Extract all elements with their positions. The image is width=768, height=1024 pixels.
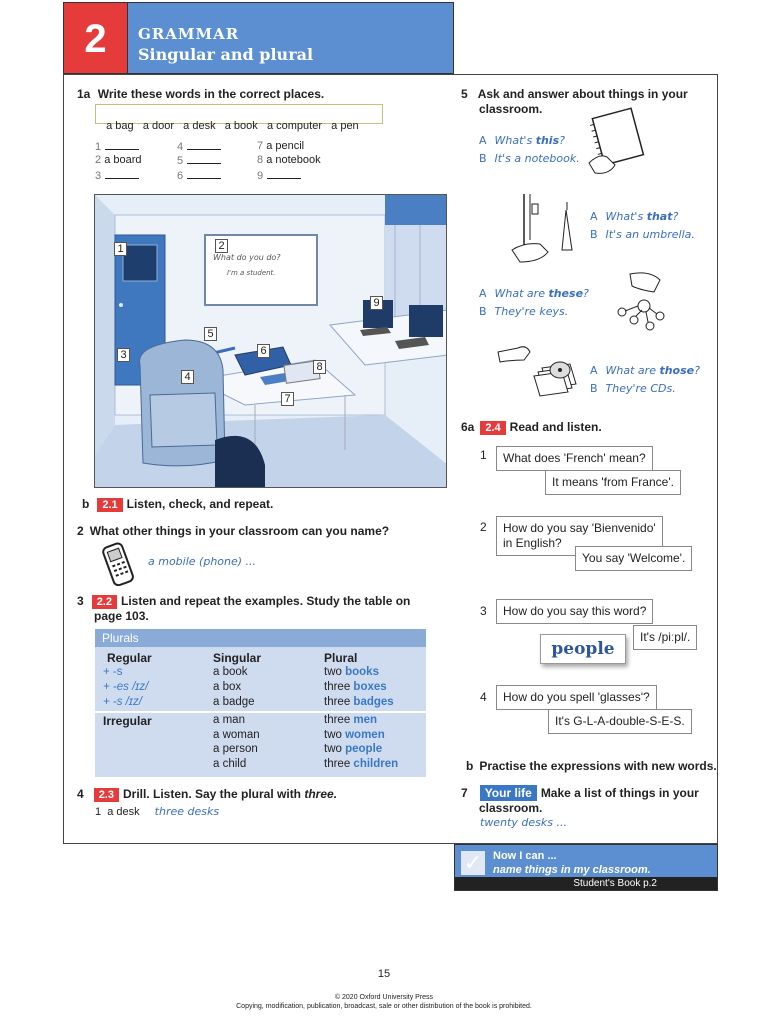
copyright: © 2020 Oxford University Press [334, 994, 434, 1001]
ex5-instruction-1: Ask and answer about things in your [477, 87, 688, 101]
ex6a-instruction: Read and listen. [509, 420, 602, 434]
cds-pointing-icon [496, 338, 586, 402]
dialogue-4-b [590, 380, 700, 398]
irregular-row-4-singular: a child [213, 757, 247, 770]
word-card-text: people [551, 639, 615, 659]
section-label: GRAMMAR [138, 25, 240, 43]
irregular-row-4-plural [324, 758, 398, 770]
pic-label-8: 8 [313, 360, 326, 374]
rule: + -s [103, 666, 123, 678]
ex6a-number: 6a [461, 420, 475, 434]
irregular-row-2-plural [324, 729, 385, 741]
ex1b-instruction: Listen, check, and repeat. [126, 497, 274, 511]
ex7-number: 7 [461, 786, 468, 800]
speaker-b: B [590, 382, 598, 395]
now-i-can-text: name things in my classroom. [493, 864, 651, 876]
conv-4-question [496, 685, 657, 710]
answer-item-6[interactable] [177, 169, 221, 182]
speaker-a: A [479, 134, 487, 147]
irregular-row-1-plural [324, 714, 377, 726]
a-word: these [548, 287, 584, 300]
dialogue-3-b [479, 303, 589, 321]
dialogue-1-b [479, 150, 580, 168]
b-text: They're CDs. [605, 382, 676, 395]
conv-3-question [496, 599, 653, 624]
plural-pre: two [324, 666, 342, 678]
your-life-badge: Your life [480, 785, 537, 801]
answer-num: 5 [177, 155, 184, 167]
ex7-instruction-1: Make a list of things in your [540, 786, 699, 800]
ex7-instruction-2: classroom. [479, 801, 543, 815]
plurals-table-title: Plurals [95, 629, 426, 647]
dialogue-2-a [590, 208, 695, 226]
answer-text: a pencil [266, 140, 305, 152]
irregular-row-3-singular: a person [213, 743, 258, 755]
answer-item-3[interactable] [95, 169, 139, 182]
conv-1-number: 1 [480, 448, 487, 462]
ex4-number: 4 [77, 787, 84, 801]
ex6b-instruction: Practise the expressions with new words. [479, 759, 717, 773]
answer-num: 8 [257, 154, 264, 166]
conv-3-answer [633, 625, 697, 650]
plural-pre: three [324, 757, 351, 770]
a-post: ? [672, 210, 679, 223]
ex1b-heading [82, 497, 273, 512]
word-box [95, 104, 383, 132]
plural-pre: three [324, 681, 351, 693]
word-card-people [540, 634, 626, 664]
pic-label-9: 9 [370, 296, 383, 310]
answer-item-4[interactable] [177, 140, 221, 153]
conv-2-question-line-1: How do you say 'Bienvenido' [503, 521, 656, 535]
plural-word: men [353, 714, 378, 726]
a-pre: What's [605, 210, 644, 223]
unit-number-block [63, 2, 128, 74]
plural-word: children [353, 757, 399, 770]
conv-3-answer-text: It's /piːpl/. [640, 630, 691, 644]
now-i-can-ref: Student's Book p.2 [573, 878, 657, 889]
answer-num: 6 [177, 170, 184, 182]
regular-row-3 [103, 696, 142, 708]
regular-row-2-singular: a box [213, 681, 242, 693]
irregular-label: Irregular [103, 714, 152, 728]
audio-badge-2-2[interactable]: 2.2 [92, 595, 117, 609]
conv-1-question-text: What does 'French' mean? [503, 451, 646, 465]
answer-text: a board [104, 154, 142, 166]
conv-4-answer [548, 709, 692, 734]
check-icon: ✓ [461, 851, 485, 875]
answer-num: 7 [257, 140, 264, 152]
notebook-hand-icon [585, 105, 649, 177]
classroom-drawing [95, 195, 447, 488]
answer-num: 1 [95, 141, 102, 153]
ex2-number: 2 [77, 524, 84, 538]
conv-2-question-line-2: in English? [503, 536, 562, 550]
answer-text: a notebook [266, 154, 321, 166]
dialogue-3-a [479, 285, 589, 303]
regular-row-1 [103, 666, 123, 678]
dialogue-2 [590, 208, 695, 244]
ex6b-number: b [466, 759, 474, 773]
pic-label-5: 5 [204, 327, 217, 341]
conv-3-question-text: How do you say this word? [503, 604, 647, 618]
ex2-example: a mobile (phone) ... [148, 555, 257, 568]
speaker-b: B [479, 152, 487, 165]
audio-badge-2-4[interactable]: 2.4 [480, 421, 505, 435]
unit-number: 2 [84, 17, 107, 61]
conv-1-question [496, 446, 653, 471]
pic-label-2: 2 [215, 239, 228, 253]
ex4-item-answer: three desks [154, 805, 220, 818]
conv-4-question-text: How do you spell 'glasses'? [503, 690, 650, 704]
ex4-item [95, 805, 219, 818]
ex3-number: 3 [77, 594, 84, 608]
ex7-heading [461, 785, 716, 816]
plural-word: people [345, 743, 383, 755]
ex1a-instruction: Write these words in the correct places. [97, 87, 325, 101]
conv-4-answer-text: It's G-L-A-double-S-E-S. [555, 714, 685, 728]
ex6b-heading [466, 759, 717, 773]
now-i-can-ref-bar [455, 877, 717, 890]
ex4-item-num: 1 [95, 806, 102, 818]
regular-row-1-singular: a book [213, 666, 248, 678]
answer-item-9[interactable] [257, 169, 301, 182]
ex2-heading [77, 524, 389, 538]
conv-2-answer-text: You say 'Welcome'. [582, 551, 686, 565]
ex1b-number: b [82, 497, 90, 511]
pic-label-3: 3 [117, 348, 130, 362]
plural-word: badges [353, 696, 394, 708]
regular-row-1-plural [324, 666, 379, 678]
header-title-block [128, 2, 454, 74]
plural-word: books [345, 666, 379, 678]
page-title: Singular and plural [138, 45, 314, 64]
dialogue-2-b [590, 226, 695, 244]
ex5-instruction-2: classroom. [479, 102, 543, 116]
irregular-row-3-plural [324, 743, 382, 755]
answer-num: 3 [95, 170, 102, 182]
dialogue-4 [590, 362, 700, 398]
regular-row-3-plural [324, 696, 394, 708]
mobile-phone-icon [96, 542, 142, 586]
dialogue-3 [479, 285, 589, 321]
rule: + -es /ɪz/ [103, 681, 149, 693]
a-word: this [535, 134, 560, 147]
conv-1-answer-text: It means 'from France'. [552, 475, 674, 489]
ex4-item-text: a desk [107, 806, 140, 818]
now-i-can-title: Now I can ... [493, 850, 557, 862]
ex3-heading [77, 594, 417, 624]
answer-item-7[interactable] [257, 140, 304, 152]
conv-2-number: 2 [480, 520, 487, 534]
a-post: ? [583, 287, 589, 300]
keys-hand-icon [610, 270, 680, 340]
a-post: ? [694, 364, 700, 377]
answer-num: 2 [95, 154, 102, 166]
now-i-can-box [454, 844, 718, 891]
a-word: those [659, 364, 695, 377]
ex4-instruction: Drill. Listen. Say the plural with [122, 787, 302, 801]
rule: + -s /ɪz/ [103, 696, 142, 708]
classroom-illustration [94, 194, 447, 488]
answer-item-2[interactable] [95, 154, 142, 166]
speaker-a: A [479, 287, 487, 300]
answer-item-8[interactable] [257, 154, 321, 166]
b-text: It's an umbrella. [605, 228, 695, 241]
regular-row-2 [103, 681, 148, 693]
conv-2-answer [575, 546, 692, 571]
pic-label-7: 7 [281, 392, 294, 406]
board-line-2: I'm a student. [227, 269, 276, 277]
ex2-instruction: What other things in your classroom can you name? [89, 524, 390, 538]
pic-label-4: 4 [181, 370, 194, 384]
dialogue-1 [479, 132, 580, 168]
conv-4-number: 4 [480, 690, 487, 704]
ex1a-answers [95, 140, 415, 188]
a-pre: What are [494, 287, 545, 300]
ex1a-number: 1a [77, 87, 91, 101]
regular-row-2-plural [324, 681, 387, 693]
col-header-regular: Regular [107, 651, 152, 665]
answer-item-1[interactable] [95, 140, 139, 153]
pic-label-1: 1 [114, 242, 127, 256]
col-header-plural: Plural [324, 651, 358, 665]
answer-num: 4 [177, 141, 184, 153]
a-word: that [646, 210, 673, 223]
board-line-1: What do you do? [213, 253, 281, 262]
speaker-a: A [590, 364, 598, 377]
answer-num: 9 [257, 170, 264, 182]
plural-word: women [345, 728, 385, 741]
regular-row-3-singular: a badge [213, 696, 255, 708]
ex3-instruction-1: Listen and repeat the examples. Study the table on [120, 594, 411, 608]
conv-1-answer [545, 470, 681, 495]
a-post: ? [559, 134, 565, 147]
b-text: It's a notebook. [494, 152, 580, 165]
table-divider [95, 711, 426, 713]
speaker-b: B [479, 305, 487, 318]
word-box-text: a bag a door a desk a book a computer a pen [106, 120, 359, 132]
speaker-a: A [590, 210, 598, 223]
plurals-table [95, 629, 426, 777]
ex3-instruction-2: page 103. [94, 609, 149, 623]
ex5-number: 5 [461, 87, 468, 101]
audio-badge-2-1[interactable]: 2.1 [97, 498, 122, 512]
copyright-notice: Copying, modification, publication, broadcast, sale or other distribution of the book is prohibited. [236, 1003, 532, 1010]
ex4-instruction-em: three. [304, 787, 338, 801]
plural-pre: two [324, 743, 342, 755]
answer-item-5[interactable] [177, 154, 221, 167]
a-pre: What's [494, 134, 533, 147]
col-header-singular: Singular [213, 651, 262, 665]
audio-badge-2-3[interactable]: 2.3 [94, 788, 119, 802]
ex7-example: twenty desks ... [480, 816, 567, 829]
page-number: 15 [377, 968, 391, 980]
plural-pre: three [324, 696, 351, 708]
plural-pre: three [324, 714, 351, 726]
ex6a-heading [461, 420, 602, 435]
umbrella-door-icon [510, 192, 584, 268]
pic-label-6: 6 [257, 344, 270, 358]
irregular-row-2-singular: a woman [213, 728, 260, 741]
speaker-b: B [590, 228, 598, 241]
b-text: They're keys. [494, 305, 569, 318]
irregular-row-1-singular: a man [213, 714, 245, 726]
dialogue-4-a [590, 362, 700, 380]
dialogue-1-a [479, 132, 580, 150]
plural-word: boxes [353, 681, 387, 693]
a-pre: What are [605, 364, 656, 377]
plural-pre: two [324, 728, 342, 741]
conv-3-number: 3 [480, 604, 487, 618]
ex4-heading [77, 787, 337, 802]
ex1a-heading [77, 87, 324, 101]
